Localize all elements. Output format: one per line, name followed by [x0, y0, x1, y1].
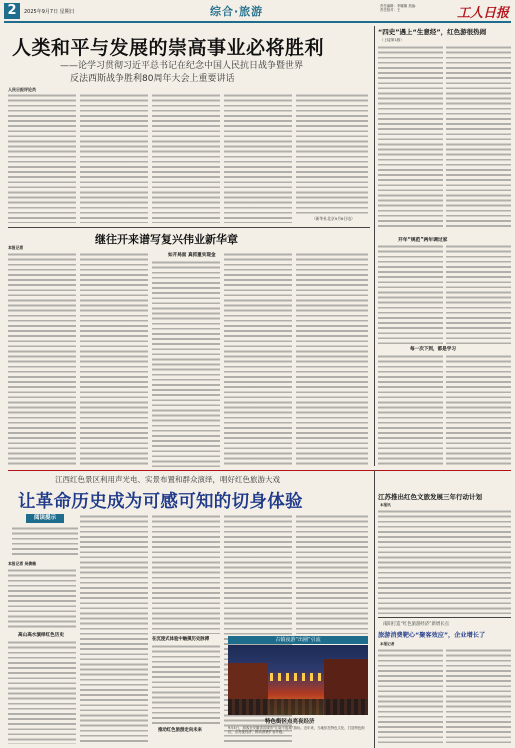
lead-body-col-1 [8, 93, 76, 223]
big-story-sub-2: 在沉浸式体验中触摸历史脉搏 [152, 637, 210, 642]
big-story-sub-3: 推动红色旅游走向未来 [158, 728, 202, 733]
photo-caption: 9月4日，游客在安徽省宣城市“江南不夜城”游玩。近年来，当地依托特色文化，打造特色街区，点亮夜经济，推动消费扩容升级。 [228, 726, 365, 735]
big-story-byline: 本报记者 吴倩楠 [8, 561, 36, 566]
lead-subtitle-1: ——论学习贯彻习近平总书记在纪念中国人民抗日战争暨世界 [60, 61, 304, 71]
reading-tips-body [12, 526, 78, 556]
header-rule [4, 21, 511, 23]
right-mid-body-col-3 [378, 354, 443, 466]
feature2-body-col-3 [152, 260, 220, 467]
right-top-body-col-1 [378, 45, 443, 230]
lead-subtitle-2: 反法西斯战争胜利80周年大会上重要讲话 [70, 74, 235, 84]
lead-body-col-3 [152, 93, 220, 223]
right-mid-body-col-4 [446, 354, 511, 466]
masthead-logo: 工人日报 [457, 6, 510, 21]
big-story-col-1b [8, 640, 76, 744]
lead-body-col-2 [80, 93, 148, 223]
editor-credit [380, 4, 418, 12]
proof-line: 责任校对：王 [380, 8, 401, 12]
right-low-author: 本报讯 [380, 503, 391, 507]
lead-divider [8, 227, 370, 228]
photo-crowd [228, 699, 368, 715]
feature2-body-col-2 [80, 252, 148, 467]
lead-title: 人类和平与发展的崇高事业必将胜利 [12, 37, 325, 59]
feature2-subheading: 如开局面 真抓重实现金 [168, 253, 216, 258]
right-bottom-body-col-1 [378, 648, 443, 744]
right-bottom-body-col-2 [446, 648, 511, 744]
right-bottom-title: 旅游消费靶心“聚客效应”，企业增长了 [378, 632, 486, 639]
feature2-title: 继往开来谱写复兴伟业新华章 [95, 233, 238, 246]
section-title: 综合·旅游 [210, 5, 264, 18]
lead-body-col-5 [296, 93, 368, 215]
feature2-body-col-1 [8, 252, 76, 467]
big-story-kicker: 江西红色景区利用声光电、实景布置和群众演绎，唱好红色旅游大戏 [55, 475, 280, 484]
right-low-title: 江苏推出红色文旅发展三年行动计划 [378, 493, 482, 501]
right-mid-body-col-2 [446, 244, 511, 344]
big-story-col-1 [8, 568, 76, 628]
lead-body-col-4 [224, 93, 292, 223]
right-bottom-author: 本报记者 [380, 642, 395, 646]
big-story-title: 让革命历史成为可感可知的切身体验 [18, 492, 303, 512]
big-story-col-2 [80, 514, 148, 744]
big-story-col-3a [152, 514, 220, 634]
big-story-sub-1: 高山高水演绎红色历史 [18, 633, 64, 638]
page-date: 2025年9月7日 星期日 [24, 9, 75, 15]
lead-byline: 人民日报评论员 [8, 87, 36, 92]
big-story-col-3b [152, 644, 220, 724]
right-mid-label: 开年“规范”两年调过家 [398, 238, 448, 243]
photo-caption-title: 特色街区点亮夜经济 [265, 719, 315, 725]
right-top-title: “四史”遇上“生意经”，红色游很热闹 [378, 28, 487, 36]
right-low-rule [374, 470, 375, 748]
column-divider [374, 26, 375, 466]
right-bottom-divider [378, 617, 511, 618]
right-bottom-kicker: 南阳打造“红色旅游经济”新增长点 [383, 622, 450, 627]
right-low-body [378, 509, 511, 614]
right-top-author: （上接第1版） [380, 38, 404, 42]
reading-tips-tag: 阅读提示 [26, 514, 64, 523]
right-mid-body-col-1 [378, 244, 443, 344]
right-mid-subheading: 每一次下到，都是学习 [410, 347, 456, 352]
feature2-body-col-4 [224, 252, 292, 467]
feature2-body-col-5 [296, 252, 368, 467]
photo-label-bar: 古镇夜游“出圈”引流 [228, 636, 368, 644]
lead-signoff: （新华社北京9月6日电） [312, 216, 355, 221]
editor-line: 责任编辑：李娜娜 美编： [380, 4, 419, 8]
page-number-badge: 2 [4, 3, 20, 19]
right-top-body-col-2 [446, 45, 511, 230]
big-story-col-5 [296, 514, 368, 634]
big-story-top-rule [8, 470, 511, 471]
photo-lanterns [270, 673, 324, 681]
feature2-byline: 本报记者 [8, 245, 24, 250]
night-street-photo [228, 645, 368, 715]
